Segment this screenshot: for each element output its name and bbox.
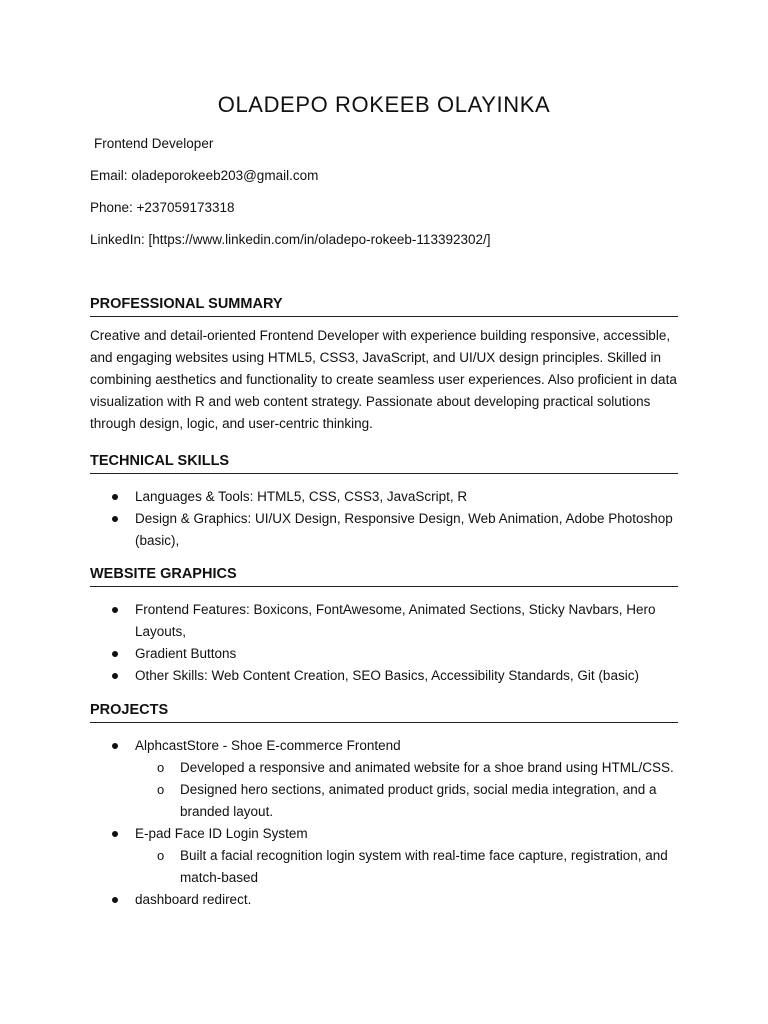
list-item [90,599,678,643]
list-item [90,508,678,552]
detail-item [135,845,678,889]
project-details [135,845,678,889]
detail-item [135,757,678,779]
list-item-text: Other Skills: Web Content Creation, SEO Basics, Accessibility Standards, Git (basic) [135,668,639,683]
bullet-icon [112,516,118,522]
project-details [135,757,678,823]
list-item-text: Frontend Features: Boxicons, FontAwesome, Animated Sections, Sticky Navbars, Hero Layouts, [135,602,656,639]
linkedin-line: LinkedIn: [https://www.linkedin.com/in/oladepo-rokeeb-113392302/] [90,232,491,247]
bullet-icon [112,673,118,679]
detail-text: Built a facial recognition login system with real-time face capture, registration, and match-based [180,848,668,885]
project-name: AlphcastStore - Shoe E-commerce Frontend [135,738,401,753]
bullet-icon [112,494,118,500]
project-item [90,823,678,889]
phone-line: Phone: +237059173318 [90,200,235,215]
projects-section [90,702,678,911]
list-item [90,643,678,665]
summary-text: Creative and detail-oriented Frontend Developer with experience building responsive, accessible, and engaging websites using HTML5, CSS3, JavaScript, and UI/UX design principles. Skilled in combining aesthetics and functionality to create seamless user experiences. Also proficient in data visualization with R and web content strategy. Passionate about developing practical solutions through design, logic, and user-centric thinking. [90,328,677,431]
summary-heading: PROFESSIONAL SUMMARY [90,296,678,317]
sub-bullet-icon: o [157,782,165,797]
detail-text: Designed hero sections, animated product grids, social media integration, and a branded layout. [180,782,657,819]
list-item-text: Design & Graphics: UI/UX Design, Responsive Design, Web Animation, Adobe Photoshop (basic), [135,511,673,548]
bullet-icon [112,743,118,749]
email-line: Email: oladeporokeeb203@gmail.com [90,168,319,183]
detail-text: Developed a responsive and animated website for a shoe brand using HTML/CSS. [180,760,674,775]
project-item [90,735,678,823]
sub-bullet-icon: o [157,760,165,775]
projects-heading: PROJECTS [90,702,678,723]
list-item-text: dashboard redirect. [135,892,252,907]
list-item-text: Gradient Buttons [135,646,237,661]
skills-list [90,486,678,552]
detail-item [135,779,678,823]
graphics-section [90,566,678,687]
bullet-icon [112,651,118,657]
job-role: Frontend Developer [94,136,214,151]
graphics-heading: WEBSITE GRAPHICS [90,566,678,587]
bullet-icon [112,897,118,903]
graphics-list [90,599,678,687]
projects-list [90,735,678,911]
bullet-icon [112,607,118,613]
list-item [90,665,678,687]
bullet-icon [112,831,118,837]
sub-bullet-icon: o [157,848,165,863]
skills-heading: TECHNICAL SKILLS [90,453,678,474]
list-item-text: Languages & Tools: HTML5, CSS, CSS3, JavaScript, R [135,489,468,504]
summary-section [90,296,678,435]
skills-section [90,453,678,552]
list-item [90,486,678,508]
project-name: E-pad Face ID Login System [135,826,308,841]
candidate-name: OLADEPO ROKEEB OLAYINKA [217,92,551,117]
list-item [90,889,678,911]
